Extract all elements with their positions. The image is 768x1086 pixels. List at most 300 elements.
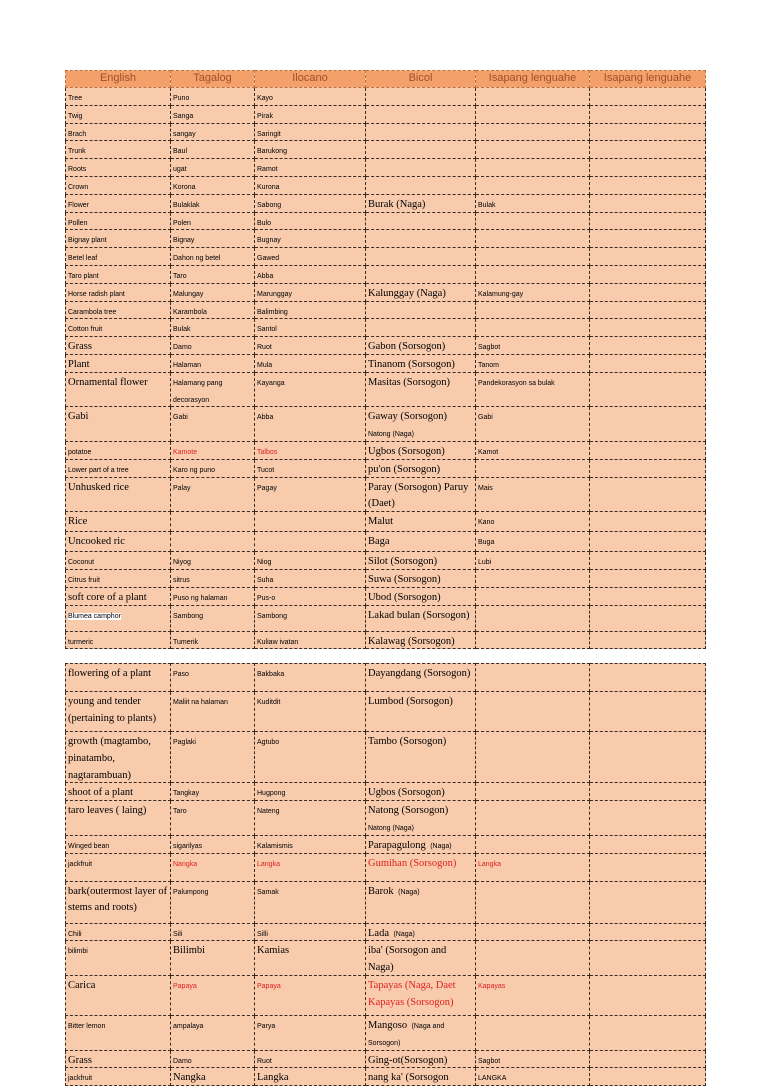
table-cell	[66, 283, 171, 301]
table-row	[66, 301, 706, 319]
cell-text: Polen	[173, 219, 191, 227]
cell-text: Kuditdit	[257, 699, 281, 706]
header-ilocano: Ilocano	[255, 71, 366, 88]
table-cell	[171, 587, 255, 605]
cell-text: Bugnay	[257, 237, 281, 245]
cell-text: Ramot	[257, 166, 278, 174]
table-row	[66, 881, 706, 923]
table-cell	[171, 1050, 255, 1068]
table-cell	[66, 512, 171, 532]
table-cell	[476, 354, 590, 372]
table-cell	[255, 801, 366, 836]
table-cell	[66, 631, 171, 649]
table-cell	[476, 477, 590, 512]
table-cell	[476, 783, 590, 801]
table-cell	[171, 283, 255, 301]
table-cell	[590, 692, 706, 732]
cell-text: Lumbod (Sorsogon)	[368, 696, 453, 707]
table-cell	[590, 605, 706, 631]
cell-text: bark(outermost layer of stems and roots)	[68, 885, 168, 914]
cell-text: Tinanom (Sorsogon)	[368, 358, 455, 370]
table-cell	[366, 605, 476, 631]
table-header-row	[66, 71, 706, 88]
table-row	[66, 975, 706, 1015]
cell-text: Tucot	[257, 466, 275, 474]
cell-text: Pagay	[257, 484, 277, 492]
cell-text: Betel leaf	[68, 255, 98, 263]
cell-note: (Naga)	[393, 930, 415, 938]
vocabulary-table-2	[65, 663, 706, 1086]
table-cell	[590, 265, 706, 283]
cell-text: Kalunggay (Naga)	[368, 287, 446, 299]
cell-text: Gabi	[173, 414, 188, 422]
table-cell	[366, 853, 476, 881]
cell-text: Kuliaw ivatan	[257, 638, 299, 646]
table-cell	[171, 1015, 255, 1050]
table-cell	[255, 176, 366, 194]
table-cell	[590, 569, 706, 587]
cell-text: Paray (Sorsogon) Paruy (Daet)	[368, 481, 469, 510]
table-cell	[255, 283, 366, 301]
table-cell	[171, 881, 255, 923]
table-cell	[171, 459, 255, 477]
table-cell	[171, 477, 255, 512]
table-cell	[366, 176, 476, 194]
table-cell	[366, 569, 476, 587]
table-cell	[366, 732, 476, 783]
table-cell	[66, 105, 171, 123]
table-cell	[366, 1015, 476, 1050]
table-cell	[171, 141, 255, 159]
table-row	[66, 141, 706, 159]
table-cell	[255, 319, 366, 337]
cell-text: Halamang pang decorasyon	[173, 379, 223, 404]
cell-text: nang ka' (Sorsogon	[368, 1072, 449, 1084]
table-cell	[476, 248, 590, 266]
table-cell	[590, 477, 706, 512]
cell-text: Ging-ot(Sorsogon)	[368, 1054, 448, 1066]
table-row	[66, 532, 706, 552]
cell-text: sangay	[173, 130, 196, 138]
cell-text: Puno	[173, 95, 190, 102]
cell-text: Malungay	[173, 290, 204, 298]
table-cell	[171, 853, 255, 881]
cell-text: Uncooked ric	[68, 536, 125, 548]
table-cell	[590, 631, 706, 649]
cell-text: Sagbot	[478, 1057, 501, 1065]
table-row	[66, 354, 706, 372]
cell-text: Sambong	[257, 612, 287, 620]
table-cell	[476, 605, 590, 631]
table-cell	[366, 923, 476, 941]
table-cell	[255, 692, 366, 732]
table-cell	[171, 801, 255, 836]
cell-text: Papaya	[173, 982, 197, 990]
table-cell	[66, 176, 171, 194]
table-cell	[255, 194, 366, 212]
table-cell	[476, 881, 590, 923]
table-cell	[171, 941, 255, 976]
table-cell	[476, 176, 590, 194]
cell-text: Tapayas (Naga, Daet Kapayas (Sorsogon)	[368, 979, 456, 1008]
cell-text: Pandekorasyon sa bulak	[478, 379, 555, 387]
table-row	[66, 569, 706, 587]
table-cell	[171, 337, 255, 355]
table-cell	[255, 354, 366, 372]
table-cell	[366, 337, 476, 355]
cell-text: Paglaki	[173, 739, 196, 746]
cell-text: ugat	[173, 166, 187, 174]
table-cell	[590, 975, 706, 1015]
cell-text: Rice	[68, 516, 88, 528]
table-row	[66, 552, 706, 570]
table-cell	[66, 372, 171, 407]
table-cell	[66, 605, 171, 631]
cell-text: Ubod (Sorsogon)	[368, 591, 441, 603]
table-cell	[66, 1050, 171, 1068]
table-cell	[171, 248, 255, 266]
table-cell	[366, 664, 476, 692]
cell-text: Damo	[173, 1057, 192, 1065]
cell-text: Lower part of a tree	[68, 466, 129, 474]
table-cell	[590, 441, 706, 459]
cell-text: Kapayas	[478, 982, 506, 990]
cell-text: growth (magtambo, pinatambo, nagtarambuan)	[68, 736, 151, 781]
header-english: English	[66, 71, 171, 88]
cell-text: Taro	[173, 808, 187, 816]
cell-text: Winged bean	[68, 842, 110, 850]
cell-note: Natong (Naga)	[368, 431, 414, 439]
cell-text: Tree	[68, 95, 83, 102]
cell-text: jackfruit	[68, 860, 93, 868]
table-cell	[66, 230, 171, 248]
cell-text: Pollen	[68, 219, 88, 227]
table-cell	[590, 459, 706, 477]
table-cell	[171, 664, 255, 692]
table-cell	[590, 301, 706, 319]
table-row	[66, 194, 706, 212]
table-cell	[476, 923, 590, 941]
cell-note: (Naga)	[430, 842, 452, 850]
table-cell	[255, 459, 366, 477]
cell-text: Kalawag (Sorsogon)	[368, 635, 455, 647]
cell-text: Taro	[173, 272, 187, 280]
cell-text: Malut	[368, 516, 394, 528]
table-cell	[476, 319, 590, 337]
table-row	[66, 477, 706, 512]
table-row	[66, 692, 706, 732]
table-cell	[255, 605, 366, 631]
cell-text: Langka	[478, 860, 501, 868]
table-cell	[476, 732, 590, 783]
table-cell	[366, 248, 476, 266]
table-cell	[66, 1015, 171, 1050]
table-cell	[476, 853, 590, 881]
table-row	[66, 212, 706, 230]
cell-text: Pus-o	[257, 594, 276, 602]
cell-text: Palay	[173, 484, 191, 492]
cell-text: ampalaya	[173, 1022, 204, 1030]
cell-text: Mula	[257, 361, 273, 369]
cell-text: Kamias	[257, 945, 290, 957]
cell-text: Nateng	[257, 808, 280, 816]
table-cell	[590, 248, 706, 266]
cell-text: Sabong	[257, 201, 282, 209]
table-cell	[171, 319, 255, 337]
table-cell	[476, 631, 590, 649]
cell-text: Coconut	[68, 559, 95, 567]
table-row	[66, 159, 706, 177]
table-cell	[171, 605, 255, 631]
table-cell	[255, 881, 366, 923]
cell-text: Trunk	[68, 148, 86, 156]
table-row	[66, 441, 706, 459]
table-cell	[255, 301, 366, 319]
cell-text: Unhusked rice	[68, 481, 129, 493]
table-cell	[366, 301, 476, 319]
table-body	[66, 88, 706, 649]
table-cell	[66, 941, 171, 976]
table-cell	[476, 1068, 590, 1086]
table-cell	[66, 212, 171, 230]
cell-text: Lakad bulan (Sorsogon)	[368, 609, 470, 621]
table-row	[66, 835, 706, 853]
cell-text: Sanga	[173, 112, 194, 120]
cell-text: Kurona	[257, 183, 280, 191]
table-cell	[366, 88, 476, 106]
table-cell	[66, 923, 171, 941]
cell-text: Barok	[368, 885, 394, 897]
table-cell	[171, 230, 255, 248]
table-cell	[255, 1068, 366, 1086]
table-row	[66, 941, 706, 976]
cell-text: LANGKA	[478, 1075, 507, 1083]
table-cell	[66, 783, 171, 801]
cell-text: Silli	[257, 930, 268, 938]
table-cell	[366, 123, 476, 141]
table-cell	[476, 88, 590, 106]
header-other-language-2: Isapang lenguahe	[590, 71, 706, 88]
table-row	[66, 176, 706, 194]
cell-text: Ugbos (Sorsogon)	[368, 787, 445, 799]
table-row	[66, 319, 706, 337]
cell-text: Kano	[478, 519, 495, 527]
table-cell	[66, 407, 171, 442]
cell-text: Blumea camphor	[68, 612, 121, 620]
table-cell	[66, 337, 171, 355]
table-cell	[476, 552, 590, 570]
table-cell	[171, 194, 255, 212]
cell-text: Bitter lemon	[68, 1022, 106, 1030]
table-cell	[171, 552, 255, 570]
table-cell	[366, 230, 476, 248]
table-cell	[476, 372, 590, 407]
table-cell	[171, 923, 255, 941]
cell-text: turmeric	[68, 638, 94, 646]
table-cell	[255, 88, 366, 106]
table-cell	[255, 569, 366, 587]
table-cell	[590, 941, 706, 976]
cell-text: shoot of a plant	[68, 787, 134, 799]
table-cell	[255, 248, 366, 266]
cell-text: Carica	[68, 979, 96, 991]
cell-text: Tambo (Sorsogon)	[368, 736, 447, 747]
table-cell	[171, 159, 255, 177]
table-cell	[590, 230, 706, 248]
cell-text: Tangkay	[173, 790, 200, 798]
cell-text: Ornamental flower	[68, 376, 148, 388]
table-cell	[590, 732, 706, 783]
table-row	[66, 512, 706, 532]
cell-text: Silot (Sorsogon)	[368, 556, 438, 568]
table-cell	[366, 1068, 476, 1086]
header-tagalog: Tagalog	[171, 71, 255, 88]
cell-text: Grass	[68, 1054, 92, 1066]
table-cell	[171, 265, 255, 283]
cell-text: Baul	[173, 148, 188, 156]
cell-text: Carambola tree	[68, 308, 117, 316]
cell-text: Baga	[368, 536, 390, 548]
table-cell	[66, 301, 171, 319]
cell-text: Burak (Naga)	[368, 198, 426, 210]
table-cell	[366, 631, 476, 649]
table-cell	[66, 477, 171, 512]
table-cell	[255, 923, 366, 941]
table-cell	[171, 532, 255, 552]
table-cell	[590, 552, 706, 570]
cell-text: Damo	[173, 344, 192, 352]
table-cell	[476, 692, 590, 732]
table-cell	[66, 194, 171, 212]
table-cell	[66, 664, 171, 692]
cell-text: Bignay plant	[68, 237, 107, 245]
table-cell	[366, 552, 476, 570]
table-cell	[590, 212, 706, 230]
cell-text: Gumihan (Sorsogon)	[368, 857, 457, 869]
table-cell	[366, 194, 476, 212]
cell-text: Tumerik	[173, 638, 199, 646]
table-cell	[66, 319, 171, 337]
table-cell	[476, 441, 590, 459]
table-cell	[255, 441, 366, 459]
table-cell	[255, 159, 366, 177]
cell-text: potatoe	[68, 448, 92, 456]
table-cell	[366, 159, 476, 177]
cell-text: Niog	[257, 559, 272, 567]
table-cell	[66, 881, 171, 923]
table-row	[66, 783, 706, 801]
cell-text: jackfruit	[68, 1075, 93, 1083]
table-cell	[476, 283, 590, 301]
cell-text: Citrus fruit	[68, 576, 100, 584]
table-cell	[476, 337, 590, 355]
table-cell	[66, 459, 171, 477]
cell-text: Chili	[68, 930, 82, 938]
cell-text: Balimbing	[257, 308, 288, 316]
table-cell	[590, 783, 706, 801]
table-cell	[66, 732, 171, 783]
cell-text: Hugpong	[257, 790, 286, 798]
table-cell	[366, 477, 476, 512]
cell-text: Horse radish plant	[68, 290, 125, 298]
header-bicol: Bicol	[366, 71, 476, 88]
table-cell	[366, 692, 476, 732]
cell-text: Niyog	[173, 559, 191, 567]
table-cell	[366, 407, 476, 442]
table-row	[66, 664, 706, 692]
cell-text: taro leaves ( laing)	[68, 805, 147, 817]
table-cell	[171, 569, 255, 587]
table-row	[66, 923, 706, 941]
table-cell	[171, 835, 255, 853]
table-cell	[476, 159, 590, 177]
cell-text: Mais	[478, 484, 493, 492]
cell-text: Crown	[68, 183, 89, 191]
table-cell	[255, 141, 366, 159]
table-cell	[476, 512, 590, 532]
table-row	[66, 1050, 706, 1068]
cell-text: Kalamismis	[257, 842, 293, 850]
cell-text: Langka	[257, 1072, 289, 1084]
cell-text: Plant	[68, 358, 90, 370]
table-cell	[171, 88, 255, 106]
table-cell	[476, 301, 590, 319]
cell-text: Tanom	[478, 361, 500, 369]
table-cell	[255, 1050, 366, 1068]
cell-note: (Naga and Sorsogon)	[368, 1022, 445, 1047]
cell-text: Ruot	[257, 344, 272, 352]
cell-text: Pirak	[257, 112, 273, 120]
cell-text: Taro plant	[68, 272, 99, 280]
cell-text: Abba	[257, 414, 274, 422]
table-cell	[366, 587, 476, 605]
cell-text: Sili	[173, 930, 183, 938]
cell-text: Samak	[257, 888, 279, 896]
cell-text: Suha	[257, 576, 274, 584]
table-cell	[171, 692, 255, 732]
header-other-language-1: Isapang lenguahe	[476, 71, 590, 88]
table-cell	[476, 105, 590, 123]
table-cell	[366, 881, 476, 923]
table-cell	[590, 319, 706, 337]
table-cell	[476, 587, 590, 605]
table-cell	[476, 835, 590, 853]
cell-text: Mangoso	[368, 1019, 408, 1031]
table-cell	[476, 569, 590, 587]
table-cell	[255, 941, 366, 976]
table-cell	[66, 123, 171, 141]
table-cell	[590, 835, 706, 853]
table-cell	[171, 176, 255, 194]
table-cell	[476, 801, 590, 836]
cell-text: Ruot	[257, 1057, 272, 1065]
table-cell	[366, 105, 476, 123]
table-cell	[476, 265, 590, 283]
table-cell	[476, 194, 590, 212]
cell-text: Maliit na halaman	[173, 699, 228, 706]
table-cell	[590, 664, 706, 692]
cell-text: Kayanga	[257, 379, 285, 387]
table-cell	[171, 372, 255, 407]
table-cell	[171, 975, 255, 1015]
table-row	[66, 88, 706, 106]
table-cell	[590, 105, 706, 123]
table-cell	[66, 835, 171, 853]
table-cell	[366, 319, 476, 337]
cell-text: Nangka	[173, 860, 198, 868]
table-cell	[255, 123, 366, 141]
table-cell	[476, 123, 590, 141]
